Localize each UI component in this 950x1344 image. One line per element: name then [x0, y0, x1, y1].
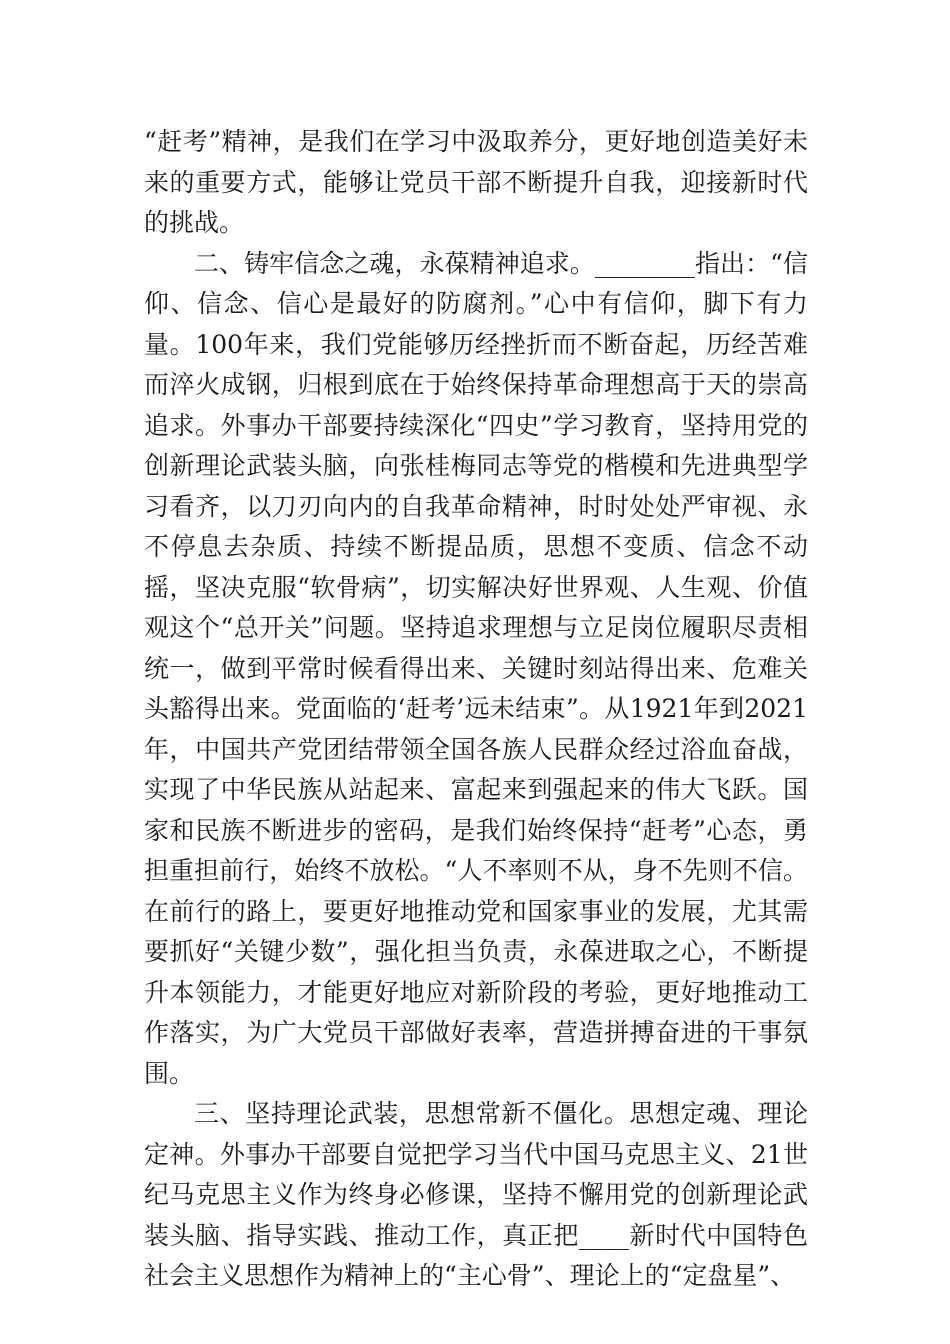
- paragraph-continuation: “赶考”精神，是我们在学习中汲取养分，更好地创造美好未来的重要方式，能够让党员干部不断提升自我，迎接新时代的挑战。: [144, 127, 808, 237]
- document-page: [144, 122, 808, 1297]
- paragraph-section-two: 二、铸牢信念之魂，永葆精神追求。________指出：“信仰、信念、信心是最好的防腐剂。”心中有信仰，脚下有力量。100年来，我们党能够历经挫折而不断奋起，历经苦难而淬火成钢，归根到底在于始终保持革命理想高于天的崇高追求。外事办干部要持续深化“四史”学习教育，坚持用党的创新理论武装头脑，向张桂梅同志等党的楷模和先进典型学习看齐，以刀刃向内的自我革命精神，时时处处严审视、永不停息去杂质、持续不断提品质，思想不变质、信念不动摇，坚决克服“软骨病”，切实解决好世界观、人生观、价值观这个“总开关”问题。坚持追求理想与立足岗位履职尽责相统一，做到平常时候看得出来、关键时刻站得出来、危难关头豁得出来。党面临的‘赶考’远未结束”。从1921年到2021年，中国共产党团结带领全国各族人民群众经过浴血奋战，实现了中华民族从站起来、富起来到强起来的伟大飞跃。国家和民族不断进步的密码，是我们始终保持“赶考”心态，勇担重担前行，始终不放松。“人不率则不从，身不先则不信。在前行的路上，要更好地推动党和国家事业的发展，尤其需要抓好“关键少数”，强化担当负责，永葆进取之心，不断提升本领能力，才能更好地应对新阶段的考验，更好地推动工作落实，为广大党员干部做好表率，营造拼搏奋进的干事氛围。: [144, 248, 808, 1088]
- paragraph-section-three: 三、坚持理论武装，思想常新不僵化。思想定魂、理论定神。外事办干部要自觉把学习当代中国马克思主义、21世纪马克思主义作为终身必修课，坚持不懈用党的创新理论武装头脑、指导实践、推动工作，真正把____新时代中国特色社会主义思想作为精神上的“主心骨”、理论上的“定盘星”、: [144, 1099, 808, 1290]
